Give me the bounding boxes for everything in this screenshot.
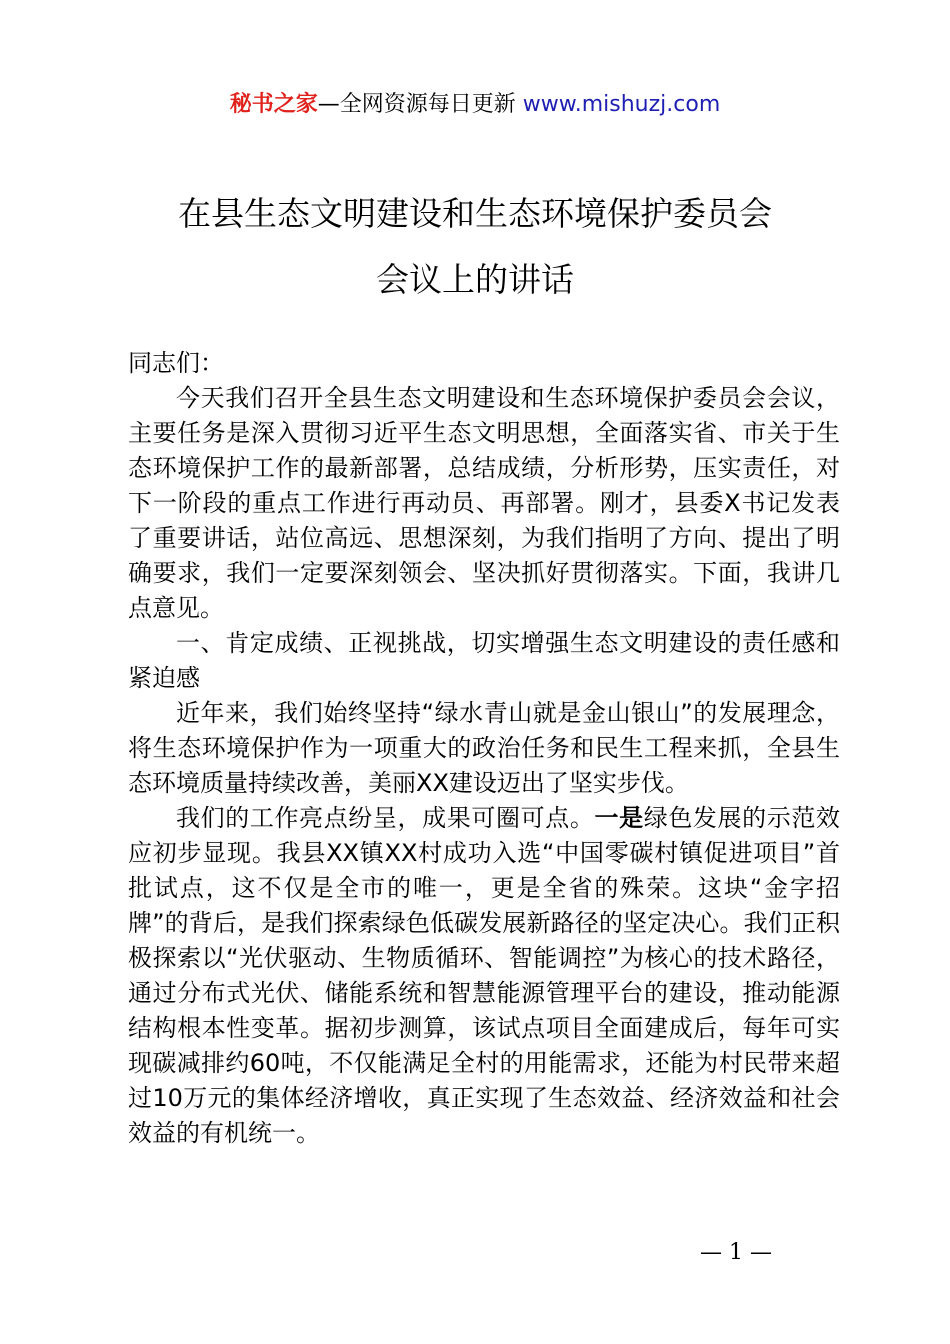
- paragraph-highlights: [128, 801, 840, 1151]
- paragraph-highlights-rest: 绿色发展的示范效应初步显现。我县XX镇XX村成功入选“中国零碳村镇促进项目”首批试点，这不仅是全市的唯一，更是全省的殊荣。这块“金字招牌”的背后，是我们探索绿色低碳发展新路径的坚定决心。我们正积极探索以“光伏驱动、生物质循环、智能调控”为核心的技术路径，通过分布式光伏、储能系统和智慧能源管理平台的建设，推动能源结构根本性变革。据初步测算，该试点项目全面建成后，每年可实现碳减排约60吨，不仅能满足全村的用能需求，还能为村民带来超过10万元的集体经济增收，真正实现了生态效益、经济效益和社会效益的有机统一。: [128, 804, 841, 1147]
- site-url-link[interactable]: www.mishuzj.com: [522, 92, 721, 117]
- section-heading-1: 一、肯定成绩、正视挑战，切实增强生态文明建设的责任感和紧迫感: [128, 629, 840, 692]
- paragraph-achievements: 近年来，我们始终坚持“绿水青山就是金山银山”的发展理念，将生态环境保护作为一项重大的政治任务和民生工程来抓，全县生态环境质量持续改善，美丽XX建设迈出了坚实步伐。: [128, 699, 840, 797]
- site-header: [0, 88, 950, 122]
- document-title-line-1: 在县生态文明建设和生态环境保护委员会: [178, 194, 772, 233]
- header-tagline: —全网资源每日更新: [317, 92, 523, 117]
- paragraph-highlights-lead: 我们的工作亮点纷呈，成果可圈可点。: [176, 804, 595, 832]
- document-title-line-2: 会议上的讲话: [376, 260, 574, 299]
- document-body: [128, 346, 840, 1151]
- page-number: — 1 —: [700, 1240, 772, 1265]
- brand-name: 秘书之家: [229, 92, 318, 117]
- paragraph-highlights-bold: 一是: [594, 804, 644, 832]
- salutation: 同志们：: [128, 349, 224, 377]
- paragraph-intro: 今天我们召开全县生态文明建设和生态环境保护委员会会议，主要任务是深入贯彻习近平生态文明思想，全面落实省、市关于生态环境保护工作的最新部署，总结成绩，分析形势，压实责任，对下一阶段的重点工作进行再动员、再部署。刚才，县委X书记发表了重要讲话，站位高远、思想深刻，为我们指明了方向、提出了明确要求，我们一定要深刻领会、坚决抓好贯彻落实。下面，我讲几点意见。: [128, 384, 840, 622]
